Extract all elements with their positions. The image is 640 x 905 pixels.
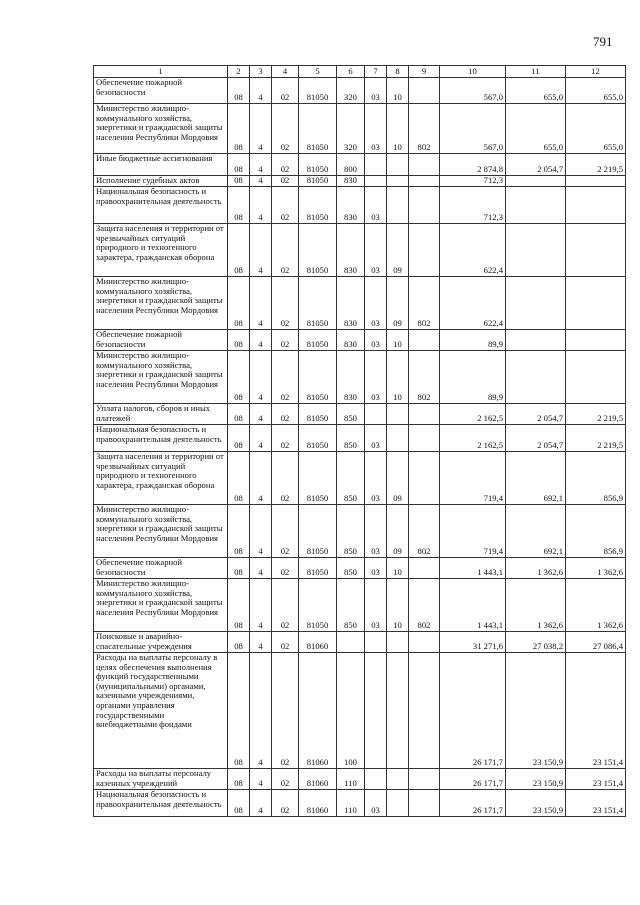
row-name-cell: Иные бюджетные ассигнования bbox=[94, 154, 228, 176]
table-row bbox=[94, 330, 626, 351]
table-row bbox=[94, 632, 626, 653]
row-name-cell: Обеспечение пожарной безопасности bbox=[94, 330, 228, 351]
subdivision-cell bbox=[387, 404, 409, 425]
table-row bbox=[94, 154, 626, 176]
row-name-cell: Министерство жилищно-коммунального хозяйства, энергетики и гражданской защиты населения Республики Мордовия bbox=[94, 579, 228, 632]
expense-type-cell: 110 bbox=[337, 790, 365, 817]
agency-cell bbox=[409, 425, 440, 452]
agency-cell bbox=[409, 176, 440, 187]
amount-cell: 719,4 bbox=[440, 452, 506, 505]
amount-cell: 89,9 bbox=[440, 330, 506, 351]
expense-type-cell: 320 bbox=[337, 104, 365, 154]
target-cell: 81050 bbox=[299, 187, 337, 224]
section-cell: 08 bbox=[228, 187, 250, 224]
amount-cell: 1 362,6 bbox=[506, 579, 566, 632]
agency-cell bbox=[409, 404, 440, 425]
agency-cell bbox=[409, 769, 440, 790]
agency-cell: 802 bbox=[409, 505, 440, 558]
program-cell: 02 bbox=[272, 425, 299, 452]
section-cell: 08 bbox=[228, 558, 250, 579]
expense-type-cell: 110 bbox=[337, 769, 365, 790]
target-cell: 81050 bbox=[299, 425, 337, 452]
subdivision-cell bbox=[387, 154, 409, 176]
section-cell: 08 bbox=[228, 154, 250, 176]
subsection-cell: 4 bbox=[250, 330, 272, 351]
amount-cell bbox=[506, 187, 566, 224]
subdivision-cell: 10 bbox=[387, 351, 409, 404]
agency-cell bbox=[409, 558, 440, 579]
table-row bbox=[94, 187, 626, 224]
division-cell: 03 bbox=[365, 277, 387, 330]
target-cell: 81060 bbox=[299, 790, 337, 817]
header-row bbox=[94, 66, 626, 78]
division-cell bbox=[365, 154, 387, 176]
row-name-cell: Обеспечение пожарной безопасности bbox=[94, 78, 228, 104]
division-cell: 03 bbox=[365, 187, 387, 224]
amount-cell: 655,0 bbox=[506, 78, 566, 104]
row-name-cell: Обеспечение пожарной безопасности bbox=[94, 558, 228, 579]
amount-cell bbox=[566, 187, 626, 224]
program-cell: 02 bbox=[272, 330, 299, 351]
target-cell: 81060 bbox=[299, 653, 337, 769]
table-row bbox=[94, 769, 626, 790]
table-row bbox=[94, 505, 626, 558]
amount-cell: 23 151,4 bbox=[566, 790, 626, 817]
amount-cell: 2 054,7 bbox=[506, 154, 566, 176]
target-cell: 81060 bbox=[299, 769, 337, 790]
amount-cell: 622,4 bbox=[440, 277, 506, 330]
row-name-cell: Исполнение судебных актов bbox=[94, 176, 228, 187]
program-cell: 02 bbox=[272, 176, 299, 187]
subsection-cell: 4 bbox=[250, 505, 272, 558]
amount-cell: 23 150,9 bbox=[506, 790, 566, 817]
program-cell: 02 bbox=[272, 78, 299, 104]
row-name-cell: Поисковые и аварийно-спасательные учреждения bbox=[94, 632, 228, 653]
table-row bbox=[94, 78, 626, 104]
program-cell: 02 bbox=[272, 579, 299, 632]
program-cell: 02 bbox=[272, 224, 299, 277]
target-cell: 81050 bbox=[299, 579, 337, 632]
subdivision-cell: 09 bbox=[387, 277, 409, 330]
subsection-cell: 4 bbox=[250, 277, 272, 330]
amount-cell: 2 219,5 bbox=[566, 425, 626, 452]
program-cell: 02 bbox=[272, 404, 299, 425]
column-header: 11 bbox=[506, 66, 566, 78]
division-cell bbox=[365, 176, 387, 187]
amount-cell bbox=[506, 351, 566, 404]
row-name-cell: Расходы на выплаты персоналу казенных учреждений bbox=[94, 769, 228, 790]
amount-cell bbox=[566, 277, 626, 330]
amount-cell: 712,3 bbox=[440, 187, 506, 224]
amount-cell: 27 086,4 bbox=[566, 632, 626, 653]
division-cell bbox=[365, 653, 387, 769]
division-cell: 03 bbox=[365, 505, 387, 558]
row-name-cell: Министерство жилищно-коммунального хозяйства, энергетики и гражданской защиты населения Республики Мордовия bbox=[94, 104, 228, 154]
amount-cell: 31 271,6 bbox=[440, 632, 506, 653]
expense-type-cell: 830 bbox=[337, 187, 365, 224]
section-cell: 08 bbox=[228, 653, 250, 769]
section-cell: 08 bbox=[228, 176, 250, 187]
amount-cell: 692,1 bbox=[506, 505, 566, 558]
agency-cell bbox=[409, 790, 440, 817]
division-cell bbox=[365, 632, 387, 653]
amount-cell: 27 038,2 bbox=[506, 632, 566, 653]
section-cell: 08 bbox=[228, 330, 250, 351]
subsection-cell: 4 bbox=[250, 104, 272, 154]
expense-type-cell: 850 bbox=[337, 404, 365, 425]
subsection-cell: 4 bbox=[250, 579, 272, 632]
row-name-cell: Расходы на выплаты персоналу в целях обеспечения выполнения функций государственными (муниципальными) органами, казенными учреждениями, органами управления государственными внебюджетными фондами bbox=[94, 653, 228, 769]
section-cell: 08 bbox=[228, 404, 250, 425]
row-name-cell: Министерство жилищно-коммунального хозяйства, энергетики и гражданской защиты населения Республики Мордовия bbox=[94, 351, 228, 404]
expense-type-cell: 830 bbox=[337, 277, 365, 330]
division-cell bbox=[365, 404, 387, 425]
subdivision-cell bbox=[387, 425, 409, 452]
amount-cell bbox=[506, 277, 566, 330]
subsection-cell: 4 bbox=[250, 558, 272, 579]
target-cell: 81050 bbox=[299, 78, 337, 104]
agency-cell bbox=[409, 653, 440, 769]
column-header: 3 bbox=[250, 66, 272, 78]
subdivision-cell: 10 bbox=[387, 558, 409, 579]
subdivision-cell: 10 bbox=[387, 104, 409, 154]
amount-cell: 655,0 bbox=[566, 78, 626, 104]
division-cell: 03 bbox=[365, 558, 387, 579]
subsection-cell: 4 bbox=[250, 78, 272, 104]
amount-cell: 2 219,5 bbox=[566, 404, 626, 425]
program-cell: 02 bbox=[272, 790, 299, 817]
target-cell: 81050 bbox=[299, 404, 337, 425]
amount-cell: 2 054,7 bbox=[506, 425, 566, 452]
agency-cell bbox=[409, 154, 440, 176]
amount-cell: 856,9 bbox=[566, 505, 626, 558]
division-cell: 03 bbox=[365, 579, 387, 632]
section-cell: 08 bbox=[228, 104, 250, 154]
target-cell: 81050 bbox=[299, 277, 337, 330]
expense-type-cell: 800 bbox=[337, 154, 365, 176]
amount-cell: 1 443,1 bbox=[440, 579, 506, 632]
target-cell: 81050 bbox=[299, 558, 337, 579]
amount-cell: 622,4 bbox=[440, 224, 506, 277]
target-cell: 81050 bbox=[299, 154, 337, 176]
expense-type-cell: 320 bbox=[337, 78, 365, 104]
amount-cell: 1 362,6 bbox=[566, 579, 626, 632]
amount-cell: 26 171,7 bbox=[440, 790, 506, 817]
section-cell: 08 bbox=[228, 505, 250, 558]
subsection-cell: 4 bbox=[250, 224, 272, 277]
expense-type-cell: 850 bbox=[337, 452, 365, 505]
column-header: 12 bbox=[566, 66, 626, 78]
subsection-cell: 4 bbox=[250, 425, 272, 452]
column-header: 5 bbox=[299, 66, 337, 78]
amount-cell: 567,0 bbox=[440, 78, 506, 104]
expense-type-cell bbox=[337, 632, 365, 653]
subsection-cell: 4 bbox=[250, 769, 272, 790]
amount-cell: 2 162,5 bbox=[440, 425, 506, 452]
agency-cell: 802 bbox=[409, 579, 440, 632]
amount-cell: 23 151,4 bbox=[566, 653, 626, 769]
subsection-cell: 4 bbox=[250, 351, 272, 404]
table-row bbox=[94, 790, 626, 817]
table-row bbox=[94, 104, 626, 154]
amount-cell bbox=[566, 224, 626, 277]
table-row bbox=[94, 653, 626, 769]
subdivision-cell bbox=[387, 790, 409, 817]
column-header: 7 bbox=[365, 66, 387, 78]
section-cell: 08 bbox=[228, 224, 250, 277]
program-cell: 02 bbox=[272, 154, 299, 176]
target-cell: 81050 bbox=[299, 351, 337, 404]
agency-cell: 802 bbox=[409, 351, 440, 404]
subdivision-cell bbox=[387, 632, 409, 653]
division-cell: 03 bbox=[365, 790, 387, 817]
row-name-cell: Национальная безопасность и правоохранительная деятельность bbox=[94, 187, 228, 224]
amount-cell: 26 171,7 bbox=[440, 769, 506, 790]
section-cell: 08 bbox=[228, 452, 250, 505]
amount-cell: 23 150,9 bbox=[506, 653, 566, 769]
expense-type-cell: 850 bbox=[337, 505, 365, 558]
expense-type-cell: 830 bbox=[337, 224, 365, 277]
agency-cell bbox=[409, 632, 440, 653]
target-cell: 81050 bbox=[299, 176, 337, 187]
amount-cell: 2 054,7 bbox=[506, 404, 566, 425]
expense-type-cell: 830 bbox=[337, 351, 365, 404]
table-row bbox=[94, 404, 626, 425]
column-header: 4 bbox=[272, 66, 299, 78]
expense-type-cell: 850 bbox=[337, 579, 365, 632]
subdivision-cell: 10 bbox=[387, 579, 409, 632]
division-cell: 03 bbox=[365, 224, 387, 277]
table-row bbox=[94, 351, 626, 404]
subsection-cell: 4 bbox=[250, 452, 272, 505]
subsection-cell: 4 bbox=[250, 653, 272, 769]
agency-cell bbox=[409, 224, 440, 277]
target-cell: 81050 bbox=[299, 330, 337, 351]
target-cell: 81050 bbox=[299, 224, 337, 277]
row-name-cell: Национальная безопасность и правоохранительная деятельность bbox=[94, 425, 228, 452]
target-cell: 81050 bbox=[299, 452, 337, 505]
amount-cell: 692,1 bbox=[506, 452, 566, 505]
subsection-cell: 4 bbox=[250, 187, 272, 224]
expense-type-cell: 830 bbox=[337, 176, 365, 187]
subdivision-cell bbox=[387, 653, 409, 769]
agency-cell bbox=[409, 452, 440, 505]
expense-type-cell: 830 bbox=[337, 330, 365, 351]
section-cell: 08 bbox=[228, 769, 250, 790]
agency-cell: 802 bbox=[409, 277, 440, 330]
program-cell: 02 bbox=[272, 653, 299, 769]
table-row bbox=[94, 558, 626, 579]
amount-cell bbox=[506, 176, 566, 187]
division-cell: 03 bbox=[365, 351, 387, 404]
amount-cell: 719,4 bbox=[440, 505, 506, 558]
division-cell: 03 bbox=[365, 425, 387, 452]
column-header: 1 bbox=[94, 66, 228, 78]
subsection-cell: 4 bbox=[250, 176, 272, 187]
row-name-cell: Министерство жилищно-коммунального хозяйства, энергетики и гражданской защиты населения Республики Мордовия bbox=[94, 505, 228, 558]
program-cell: 02 bbox=[272, 769, 299, 790]
expense-type-cell: 850 bbox=[337, 558, 365, 579]
section-cell: 08 bbox=[228, 632, 250, 653]
row-name-cell: Защита населения и территории от чрезвычайных ситуаций природного и техногенного характера, гражданская оборона bbox=[94, 224, 228, 277]
amount-cell: 1 443,1 bbox=[440, 558, 506, 579]
division-cell: 03 bbox=[365, 78, 387, 104]
amount-cell bbox=[566, 176, 626, 187]
table-row bbox=[94, 224, 626, 277]
row-name-cell: Национальная безопасность и правоохранительная деятельность bbox=[94, 790, 228, 817]
table-row bbox=[94, 425, 626, 452]
section-cell: 08 bbox=[228, 277, 250, 330]
section-cell: 08 bbox=[228, 579, 250, 632]
program-cell: 02 bbox=[272, 187, 299, 224]
amount-cell: 1 362,6 bbox=[566, 558, 626, 579]
agency-cell: 802 bbox=[409, 104, 440, 154]
amount-cell: 23 151,4 bbox=[566, 769, 626, 790]
subsection-cell: 4 bbox=[250, 154, 272, 176]
subdivision-cell: 09 bbox=[387, 224, 409, 277]
section-cell: 08 bbox=[228, 425, 250, 452]
amount-cell: 856,9 bbox=[566, 452, 626, 505]
column-header: 9 bbox=[409, 66, 440, 78]
amount-cell: 712,3 bbox=[440, 176, 506, 187]
amount-cell: 26 171,7 bbox=[440, 653, 506, 769]
amount-cell bbox=[506, 330, 566, 351]
subdivision-cell: 10 bbox=[387, 78, 409, 104]
division-cell: 03 bbox=[365, 330, 387, 351]
amount-cell: 23 150,9 bbox=[506, 769, 566, 790]
agency-cell bbox=[409, 78, 440, 104]
subdivision-cell: 09 bbox=[387, 505, 409, 558]
division-cell bbox=[365, 769, 387, 790]
section-cell: 08 bbox=[228, 790, 250, 817]
amount-cell: 655,0 bbox=[506, 104, 566, 154]
agency-cell bbox=[409, 187, 440, 224]
table-row bbox=[94, 277, 626, 330]
subdivision-cell bbox=[387, 769, 409, 790]
column-header: 8 bbox=[387, 66, 409, 78]
subsection-cell: 4 bbox=[250, 632, 272, 653]
program-cell: 02 bbox=[272, 104, 299, 154]
amount-cell bbox=[566, 330, 626, 351]
column-header: 6 bbox=[337, 66, 365, 78]
budget-table bbox=[93, 65, 626, 817]
program-cell: 02 bbox=[272, 277, 299, 330]
expense-type-cell: 850 bbox=[337, 425, 365, 452]
amount-cell: 2 874,8 bbox=[440, 154, 506, 176]
amount-cell: 2 162,5 bbox=[440, 404, 506, 425]
subsection-cell: 4 bbox=[250, 790, 272, 817]
program-cell: 02 bbox=[272, 558, 299, 579]
agency-cell bbox=[409, 330, 440, 351]
table-row bbox=[94, 176, 626, 187]
row-name-cell: Уплата налогов, сборов и иных платежей bbox=[94, 404, 228, 425]
amount-cell: 89,9 bbox=[440, 351, 506, 404]
target-cell: 81050 bbox=[299, 505, 337, 558]
division-cell: 03 bbox=[365, 452, 387, 505]
subdivision-cell bbox=[387, 176, 409, 187]
target-cell: 81060 bbox=[299, 632, 337, 653]
amount-cell bbox=[506, 224, 566, 277]
amount-cell: 655,0 bbox=[566, 104, 626, 154]
row-name-cell: Министерство жилищно-коммунального хозяйства, энергетики и гражданской защиты населения Республики Мордовия bbox=[94, 277, 228, 330]
table-row bbox=[94, 579, 626, 632]
program-cell: 02 bbox=[272, 632, 299, 653]
subsection-cell: 4 bbox=[250, 404, 272, 425]
program-cell: 02 bbox=[272, 505, 299, 558]
section-cell: 08 bbox=[228, 351, 250, 404]
row-name-cell: Защита населения и территории от чрезвычайных ситуаций природного и техногенного характера, гражданская оборона bbox=[94, 452, 228, 505]
section-cell: 08 bbox=[228, 78, 250, 104]
page-number: 791 bbox=[593, 34, 613, 49]
division-cell: 03 bbox=[365, 104, 387, 154]
program-cell: 02 bbox=[272, 351, 299, 404]
subdivision-cell bbox=[387, 187, 409, 224]
target-cell: 81050 bbox=[299, 104, 337, 154]
column-header: 2 bbox=[228, 66, 250, 78]
amount-cell: 1 362,6 bbox=[506, 558, 566, 579]
program-cell: 02 bbox=[272, 452, 299, 505]
expense-type-cell: 100 bbox=[337, 653, 365, 769]
amount-cell: 567,0 bbox=[440, 104, 506, 154]
subdivision-cell: 10 bbox=[387, 330, 409, 351]
amount-cell bbox=[566, 351, 626, 404]
table-row bbox=[94, 452, 626, 505]
subdivision-cell: 09 bbox=[387, 452, 409, 505]
amount-cell: 2 219,5 bbox=[566, 154, 626, 176]
column-header: 10 bbox=[440, 66, 506, 78]
